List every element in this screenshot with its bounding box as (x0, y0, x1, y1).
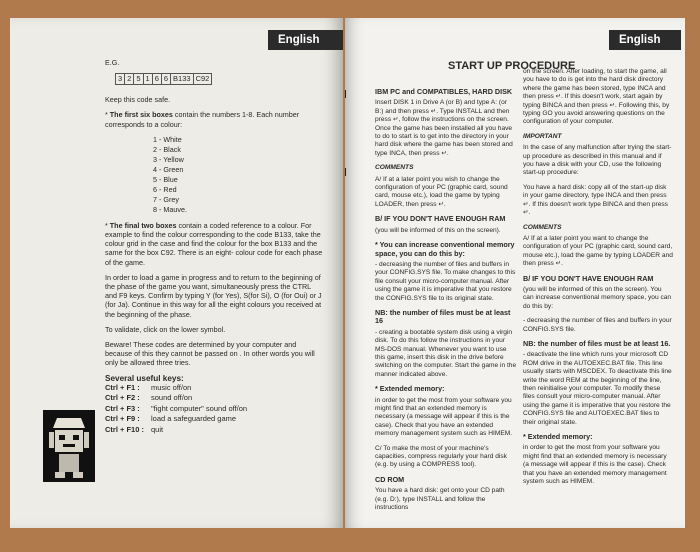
code-box: C92 (193, 73, 213, 85)
comments-heading: COMMENTS (375, 164, 414, 172)
comment-a: A/ If at a later point you wish to change the configuration of your PC (graphic card, sound card, mouse etc.), load the game by typing LOADER, then press ↵. (375, 175, 508, 208)
increase-text: - decreasing the number of files and buffers in your CONFIG.SYS file. To make changes to this file consult your micro-computer manual. After using the game it is imperative that you restore the CONFIG.SYS file to its original state. (375, 260, 516, 302)
useful-keys (105, 374, 323, 436)
example-label: E.G. (105, 58, 120, 67)
left-manual-page (10, 18, 343, 528)
decrease-text: - decreasing the number of files and buffers in your CONFIG.SYS file. (523, 317, 672, 333)
page-title: START UP PROCEDURE (448, 60, 576, 72)
code-box: 6 (152, 73, 162, 85)
key-row: Ctrl + F3 : "fight computer" sound off/on (105, 403, 248, 413)
section-heading: IBM PC and COMPATIBLES, HARD DISK (375, 87, 513, 96)
key-row: Ctrl + F10 : quit (105, 424, 164, 434)
right-column-1 (375, 84, 517, 518)
nb-text: - deactivate the line which runs your microsoft CD ROM drive in the AUTOEXEC.BAT file. This line usually starts with MSCDEX. To deactivate this line write the word REM at the beginning of the line, then reinitialise your computer. To modify these files consult your micro-computer manual. After using the game it is imperative that you restore the CONFIG.SYS file and AUTOEXEC.BAT files to their original state. (523, 351, 672, 426)
nb-heading: NB: the number of files must be at least 16 (375, 307, 511, 326)
code-box: 1 (143, 73, 153, 85)
colour-item: 4 - Green (153, 164, 184, 174)
memory-heading: B/ IF YOU DON'T HAVE ENOUGH RAM (523, 273, 654, 283)
code-box: 6 (161, 73, 171, 85)
colour-item: 2 - Black (153, 144, 181, 154)
extended-heading: * Extended memory: (375, 384, 445, 394)
important-text: In the case of any malfunction after trying the start-up procedure as described in this manual and if you have a disk with your CD, use the following start-up procedure: (523, 144, 672, 177)
colour-item: 7 - Grey (153, 194, 179, 204)
final-two-paragraph: * The final two boxes contain a coded reference to a colour. For example to find the colour corresponding to the code B133, take the colour grid in the case and find the colour for the box B133 and the same for the box C92. There is an eight- colour code for each phase of the game. (105, 220, 323, 267)
extended-text: in order to get the most from your software you might find that an extended memory is necessary (a message will appear if this is the case). Check that you have an extended memory management system such as HIMEM. (375, 396, 513, 438)
memory-text: (you will be informed of this on the screen). You can increase conventional memory space, you can do this by: (523, 285, 672, 310)
inca-mask-icon (43, 410, 95, 482)
language-tab: English (268, 30, 343, 50)
increase-heading: * You can increase conventional memory space, you can do this by: (375, 240, 515, 258)
keep-safe-note: Keep this code safe. (105, 95, 171, 105)
colour-item: 1 - White (153, 134, 182, 144)
code-example (115, 73, 323, 85)
nb-text: - creating a bootable system disk using a virgin disk. To do this follow the instructions in your MS-DOS manual. Whenever you want to use this game, insert this disk in the drive before switching on the computer. Start the game in the manner indicated above. (375, 328, 517, 378)
memory-text: (you will be informed of this on the screen). (375, 226, 501, 234)
cd-intro: on the screen. After loading, to start the game, all you have to do is get into the hard disk directory where the game has been stored, type INCA and then press ↵. If this doesn't work, start again by typing BINCA and then press ↵. Following this, by typing GO you avoid answering questions on the configuration of your computer. (523, 68, 670, 126)
code-box: B133 (170, 73, 194, 85)
extended-text: in order to get the most from your software you might find that an extended memory is necessary (a message will appear if this is the case). Check that you have an extended memory management system such as HIMEM. (523, 444, 667, 486)
margin-mark (345, 168, 346, 176)
beware-paragraph: Beware! These codes are determined by your computer and because of this they cannot be passed on . In other words you will only be allowed three tries. (105, 340, 315, 368)
first-six-paragraph: * The first six boxes contain the numbers 1-8. Each number corresponds to a colour: (105, 110, 300, 129)
comment-a: A/ If at a later point you want to change the configuration of your PC (graphic card, sound card, mouse etc.), load the game by typing LOADER and then press ↵. (523, 234, 673, 268)
install-paragraph: Insert DISK 1 in Drive A (or B) and type A: (or B:) and then press ↵. Type INSTALL and then press ↵, follow the instructions on the screen. Once the game has been installed all you have to do to start is to get into the directory in your hard disk where the game has been stored and type INCA, then press ↵. (375, 99, 513, 157)
code-box: 2 (124, 73, 134, 85)
compress-text: C/ To make the most of your machine's capacities, compress regularly your hard disk (e.g. by using a COMPRESS tool). (375, 444, 507, 469)
left-text-column (105, 58, 323, 435)
validate-paragraph: To validate, click on the lower symbol. (105, 324, 226, 334)
colour-item: 8 - Mauve. (153, 204, 187, 214)
colour-item: 6 - Red (153, 184, 177, 194)
harddisk-text: You have a hard disk: copy all of the start-up disk in your game directory, type INCA and then press ↵. If this doesn't work type BINCA and then press ↵. (523, 183, 668, 217)
code-box: 5 (133, 73, 143, 85)
colour-list (153, 135, 323, 215)
right-manual-page (345, 18, 685, 528)
important-heading: IMPORTANT (523, 132, 562, 140)
cdrom-heading: CD ROM (375, 474, 405, 484)
nb-heading: NB: the number of files must be at least 16. (523, 338, 671, 348)
colour-item: 3 - Yellow (153, 154, 184, 164)
language-tab: English (609, 30, 681, 50)
comments-heading: COMMENTS (523, 223, 562, 231)
key-row: Ctrl + F2 : sound off/on (105, 393, 193, 403)
memory-heading: B/ IF YOU DON'T HAVE ENOUGH RAM (375, 214, 506, 224)
key-row: Ctrl + F9 : load a safeguarded game (105, 414, 237, 424)
margin-mark (345, 90, 346, 98)
key-row: Ctrl + F1 : music off/on (105, 382, 192, 392)
extended-heading: * Extended memory: (523, 432, 593, 442)
cdrom-text: You have a hard disk: get onto your CD path (e.g. D:), type INSTALL and follow the instructions (375, 487, 505, 512)
load-game-paragraph: In order to load a game in progress and to return to the beginning of the phase of the game you want, simultaneously press the CTRL and F9 keys. Confirm by typing Y (for Yes), S(for Si), O (for Oui) or J (for Ja). Continue in this way for all the eight colours you received at the beginning of the phase. (105, 272, 322, 319)
keys-title: Several useful keys: (105, 373, 184, 383)
right-column-2 (523, 68, 673, 492)
code-box: 3 (115, 73, 125, 85)
colour-item: 5 - Blue (153, 174, 178, 184)
inca-mask-illustration (43, 410, 95, 482)
